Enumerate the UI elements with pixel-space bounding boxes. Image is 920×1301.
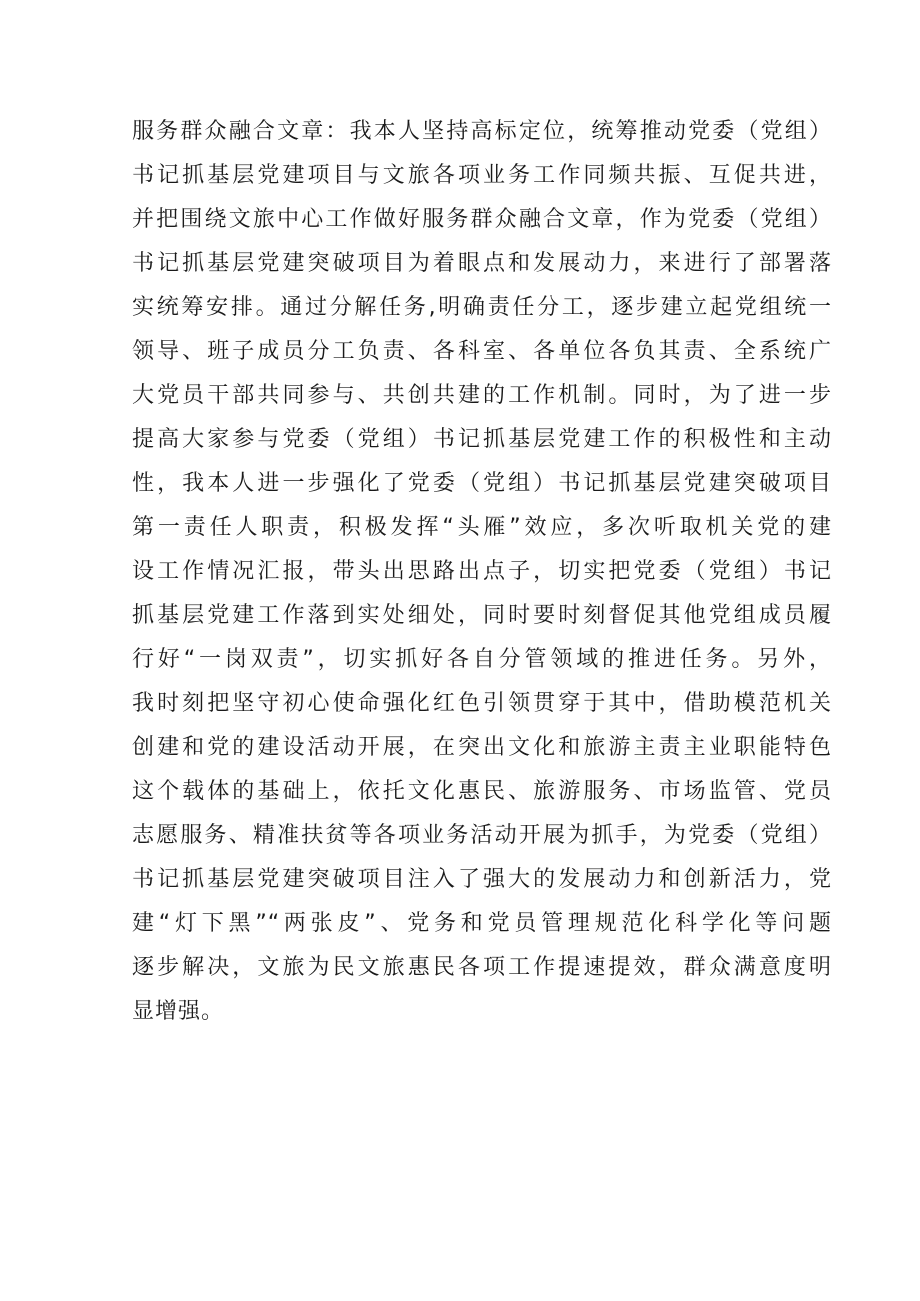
paragraph-line: 设工作情况汇报，带头出思路出点子，切实把党委（党组）书记 [132,559,832,584]
paragraph-line: 性，我本人进一步强化了党委（党组）书记抓基层党建突破项目 [132,471,832,496]
body-paragraph [132,110,832,1034]
paragraph-line: 行好“一岗双责”，切实抓好各自分管领域的推进任务。另外， [132,647,832,672]
paragraph-line: 我时刻把坚守初心使命强化红色引领贯穿于其中，借助模范机关 [132,691,832,716]
paragraph-line: 书记抓基层党建突破项目为着眼点和发展动力，来进行了部署落 [132,251,832,276]
paragraph-line: 书记抓基层党建项目与文旅各项业务工作同频共振、互促共进， [132,163,832,188]
paragraph-line: 书记抓基层党建突破项目注入了强大的发展动力和创新活力，党 [132,867,832,892]
paragraph-line: 提高大家参与党委（党组）书记抓基层党建工作的积极性和主动 [132,427,832,452]
paragraph-line: 第一责任人职责，积极发挥“头雁”效应，多次听取机关党的建 [132,515,832,540]
paragraph-line: 逐步解决，文旅为民文旅惠民各项工作提速提效，群众满意度明 [132,955,832,980]
paragraph-line: 建“灯下黑”“两张皮”、党务和党员管理规范化科学化等问题 [132,911,832,936]
paragraph-line-last: 显增强。 [132,999,225,1024]
paragraph-line: 志愿服务、精准扶贫等各项业务活动开展为抓手，为党委（党组） [132,823,832,848]
paragraph-line: 实统筹安排。通过分解任务,明确责任分工，逐步建立起党组统一 [132,295,832,320]
paragraph-line: 这个载体的基础上，依托文化惠民、旅游服务、市场监管、党员 [132,779,832,804]
paragraph-line: 抓基层党建工作落到实处细处，同时要时刻督促其他党组成员履 [132,603,832,628]
paragraph-line: 大党员干部共同参与、共创共建的工作机制。同时，为了进一步 [132,383,832,408]
paragraph-line: 并把围绕文旅中心工作做好服务群众融合文章，作为党委（党组） [132,207,832,232]
paragraph-line: 领导、班子成员分工负责、各科室、各单位各负其责、全系统广 [132,339,832,364]
paragraph-line: 服务群众融合文章：我本人坚持高标定位，统筹推动党委（党组） [132,119,832,144]
paragraph-line: 创建和党的建设活动开展，在突出文化和旅游主责主业职能特色 [132,735,832,760]
